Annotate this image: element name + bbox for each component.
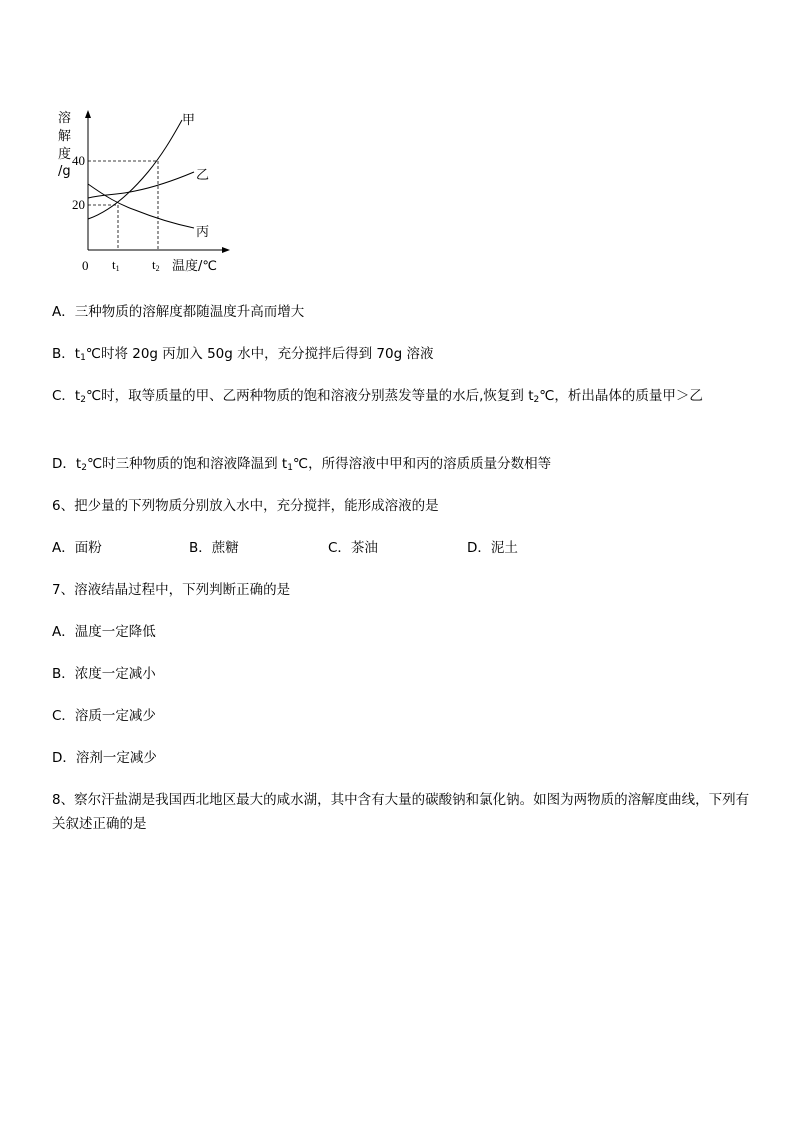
solubility-chart (50, 100, 250, 280)
x-axis-arrow (222, 247, 230, 253)
q6-stem: 6、把少量的下列物质分别放入水中，充分搅拌，能形成溶液的是 (52, 498, 439, 514)
q7-option-c: C．溶质一定减少 (52, 708, 156, 724)
q7-stem: 7、溶液结晶过程中，下列判断正确的是 (52, 582, 291, 598)
q5-option-a: A．三种物质的溶解度都随温度升高而增大 (52, 304, 305, 320)
ylabel-char-2: 解 (58, 129, 72, 144)
q7-option-a: A．温度一定降低 (52, 624, 156, 640)
y-tick-20: 20 (72, 197, 85, 212)
x-tick-t2: t2 (152, 257, 160, 273)
origin-label: 0 (82, 258, 89, 273)
q8-stem: 8、察尔汗盐湖是我国西北地区最大的咸水湖，其中含有大量的碳酸钠和氯化钠。如图为两物质的溶解度曲线，下列有关叙述正确的是 (52, 792, 750, 832)
curve-bing (88, 184, 194, 228)
q5-option-b: B．$t_1℃$时将 20g 丙加入 50g 水中，充分搅拌后得到 70g 溶液 (52, 346, 434, 363)
series-label-yi: 乙 (196, 168, 210, 183)
y-axis-arrow (85, 110, 91, 118)
q6-option-d: D．泥土 (467, 540, 518, 556)
q7-option-b: B．浓度一定减小 (52, 666, 156, 682)
q5-option-d: D．$t_2℃$时三种物质的饱和溶液降温到 $t_1℃$，所得溶液中甲和丙的溶质质量分数相等 (52, 456, 552, 473)
q5-option-c: C．$t_2℃$时，取等质量的甲、乙两种物质的饱和溶液分别蒸发等量的水后,恢复到 $t_2℃$，析出晶体的质量甲＞乙 (52, 388, 703, 405)
ylabel-char-4: /g (58, 164, 71, 179)
q6-option-a: A．面粉 (52, 540, 102, 556)
q6-option-b: B．蔗糖 (189, 540, 239, 556)
q7-option-d: D．溶剂一定减少 (52, 750, 157, 766)
ylabel-char-3: 度 (58, 147, 72, 162)
y-tick-40: 40 (72, 153, 85, 168)
series-label-bing: 丙 (196, 225, 210, 240)
series-label-jia: 甲 (182, 113, 196, 128)
x-axis-label: 温度/℃ (172, 259, 217, 274)
ylabel-char-1: 溶 (58, 111, 72, 126)
q6-option-c: C．茶油 (328, 540, 378, 556)
curve-jia (88, 120, 182, 219)
x-tick-t1: t1 (112, 257, 120, 273)
